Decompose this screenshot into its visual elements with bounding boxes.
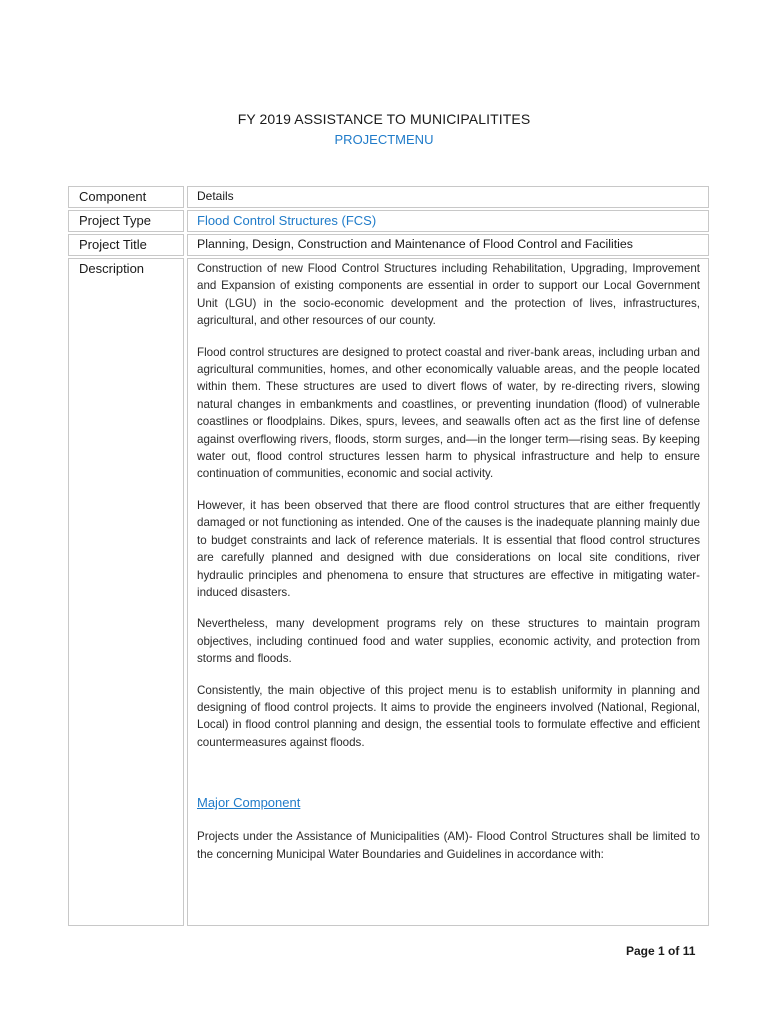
description-value — [187, 258, 709, 926]
document-subtitle: PROJECTMENU — [334, 132, 434, 147]
table-row-project-title — [68, 234, 709, 256]
description-paragraph: Projects under the Assistance of Municipalities (AM)- Flood Control Structures shall be limited to the concerning Municipal Water Boundaries and Guidelines in accordance with: — [197, 830, 700, 861]
table-row-component — [68, 186, 709, 208]
major-component-heading: Major Component — [197, 795, 301, 811]
component-value: Details — [187, 186, 709, 208]
description-paragraph: Consistently, the main objective of this project menu is to establish uniformity in planning and designing of flood control projects. It aims to provide the engineers involved (National, Regional, Local) in flood control planning and design, the essential tools to formulate effective and efficient countermeasures against floods. — [197, 683, 700, 749]
page-of: of — [664, 944, 683, 958]
project-title-value: Planning, Design, Construction and Maintenance of Flood Control and Facilities — [187, 234, 709, 256]
description-paragraph: Nevertheless, many development programs rely on these structures to maintain program objectives, including continued food and water supplies, economic activity, and protection from storms and floods. — [197, 617, 700, 666]
document-title: FY 2019 ASSISTANCE TO MUNICIPALITITES — [237, 111, 531, 127]
description-paragraph: Construction of new Flood Control Structures including Rehabilitation, Upgrading, Improvement and Expansion of existing components are essential in order to support our Local Government Unit (LGU) in the socio-economic development and the protection of lives, infrastructures, agricultural, and other resources of our county. — [197, 262, 700, 328]
page-total: 11 — [682, 944, 696, 958]
table-row-project-type — [68, 210, 709, 232]
page-current: 1 — [658, 944, 665, 958]
component-label: Component — [68, 186, 184, 208]
page-number — [626, 944, 695, 958]
page-prefix: Page — [626, 944, 659, 958]
project-type-label: Project Type — [68, 210, 184, 232]
description-paragraph: Flood control structures are designed to protect coastal and river-bank areas, including urban and agricultural communities, homes, and other economically valuable areas, and the people located within them. These structures are used to divert flows of water, by re-directing rivers, slowing natural changes in embankments and coastlines, or preventing inundation (flood) of vulnerable coastlines or floodplains. Dikes, spurs, levees, and seawalls often act as the first line of defense against overflowing rivers, floods, storm surges, and—in the longer term—rising seas. By keeping water out, flood control structures lessen harm to physical infrastructure and help to ensure continuation of communities, economic and social activity. — [197, 345, 700, 481]
project-title-label: Project Title — [68, 234, 184, 256]
description-paragraph: However, it has been observed that there are flood control structures that are either frequently damaged or not functioning as intended. One of the causes is the inadequate planning mainly due to budget constraints and lack of reference materials. It is essential that flood control structures are carefully planned and designed with due considerations on local site conditions, river hydraulic principles and phenomena to ensure that structures are effective in mitigating water-induced disasters. — [197, 498, 700, 599]
table-row-description — [68, 258, 709, 926]
description-label: Description — [68, 258, 184, 926]
project-type-value: Flood Control Structures (FCS) — [187, 210, 709, 232]
